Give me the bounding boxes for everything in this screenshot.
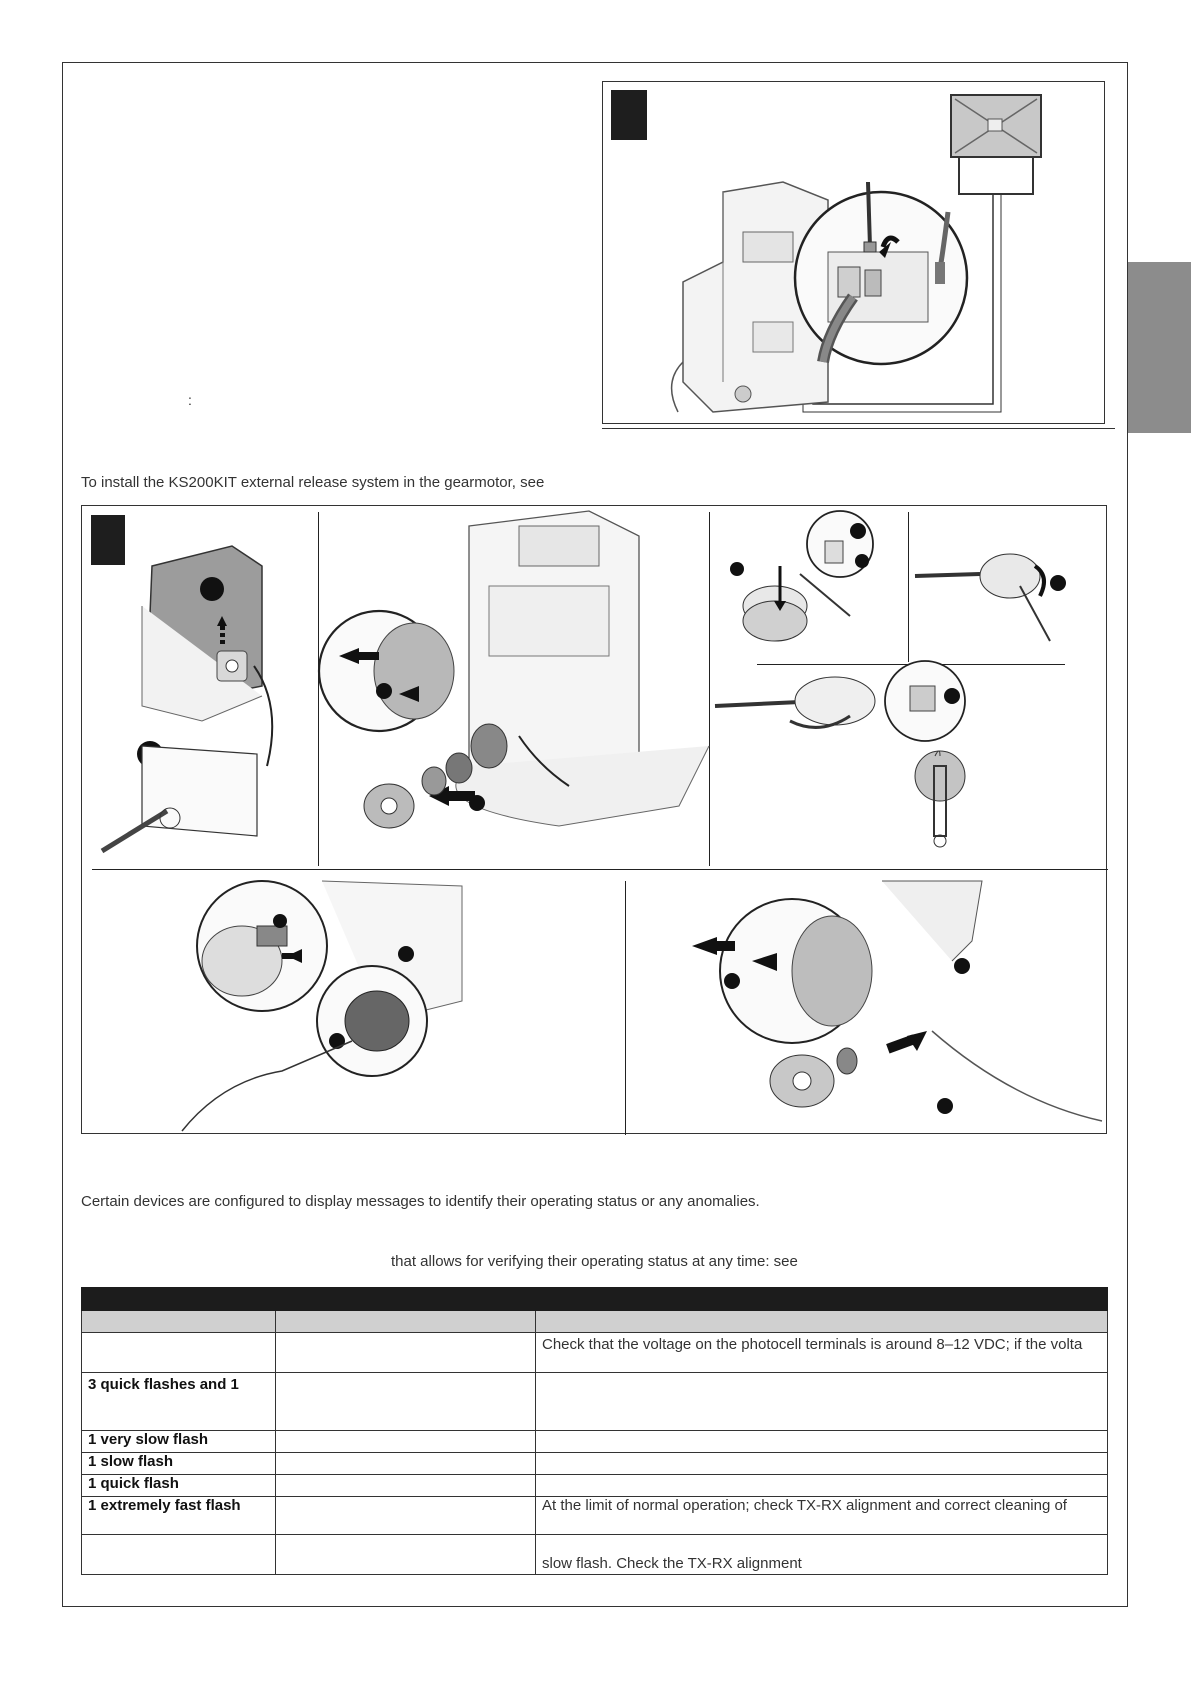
status-cell: [276, 1535, 536, 1575]
flash-cell: [82, 1535, 276, 1575]
status-cell: [276, 1475, 536, 1497]
diagnostics-text: Certain devices are configured to display messages to identify their operating status or any anomalies.: [81, 1193, 760, 1210]
section-tab: [1128, 262, 1191, 433]
action-text: slow flash. Check the TX-RX alignment: [542, 1555, 802, 1572]
action-cell: [536, 1535, 1108, 1575]
step-final-assembly-illustration: [682, 881, 1102, 1131]
table-title-bar: [82, 1288, 1108, 1311]
step-reassembly-illustration: [182, 881, 582, 1131]
action-cell: At the limit of normal operation; check TX-RX alignment and correct cleaning of: [536, 1497, 1108, 1535]
step-remove-cover-illustration: [82, 506, 318, 866]
action-cell: [536, 1373, 1108, 1431]
status-cell: [276, 1453, 536, 1475]
status-cell: [276, 1373, 536, 1431]
release-intro-text: To install the KS200KIT external release system in the gearmotor, see: [81, 474, 545, 491]
panel-divider: [625, 881, 626, 1135]
control-unit-illustration: [603, 82, 1106, 425]
flash-cell: 1 quick flash: [82, 1475, 276, 1497]
photocell-led-table: [81, 1287, 1108, 1575]
table-header-row: [82, 1311, 1108, 1333]
flash-cell: 1 slow flash: [82, 1453, 276, 1475]
top-figure-rule: [602, 428, 1115, 429]
panel-divider: [92, 869, 1108, 870]
table-row: [82, 1431, 1108, 1453]
flash-cell: [82, 1373, 276, 1431]
step-cable-insertion-illustration: [710, 506, 908, 656]
step-spring-assembly-illustration: [710, 666, 1050, 866]
action-cell: [536, 1453, 1108, 1475]
step-cable-routing-illustration: [910, 506, 1090, 656]
table-row: [82, 1475, 1108, 1497]
flash-cell: [82, 1333, 276, 1373]
table-row: [82, 1453, 1108, 1475]
photocell-text: that allows for verifying their operating status at any time: see: [391, 1253, 798, 1270]
figure-release-system: [81, 505, 1107, 1134]
action-cell: [536, 1475, 1108, 1497]
action-text: Check that the voltage on the photocell terminals is around 8–12 VDC; if the volta: [542, 1336, 1083, 1353]
table-row: [82, 1333, 1108, 1373]
intro-colon: :: [188, 392, 192, 408]
action-cell: [536, 1333, 1108, 1373]
action-cell: [536, 1431, 1108, 1453]
flash-cell: 1 extremely fast flash: [82, 1497, 276, 1535]
status-cell: [276, 1333, 536, 1373]
step-disassembly-illustration: [319, 506, 709, 866]
flash-text: 3 quick flashes and 1: [88, 1376, 239, 1393]
table-row: [82, 1497, 1108, 1535]
panel-divider: [908, 512, 909, 662]
table-row: [82, 1535, 1108, 1575]
figure-control-unit-screw: [602, 81, 1105, 424]
table-row: [82, 1373, 1108, 1431]
status-cell: [276, 1431, 536, 1453]
flash-cell: 1 very slow flash: [82, 1431, 276, 1453]
status-cell: [276, 1497, 536, 1535]
